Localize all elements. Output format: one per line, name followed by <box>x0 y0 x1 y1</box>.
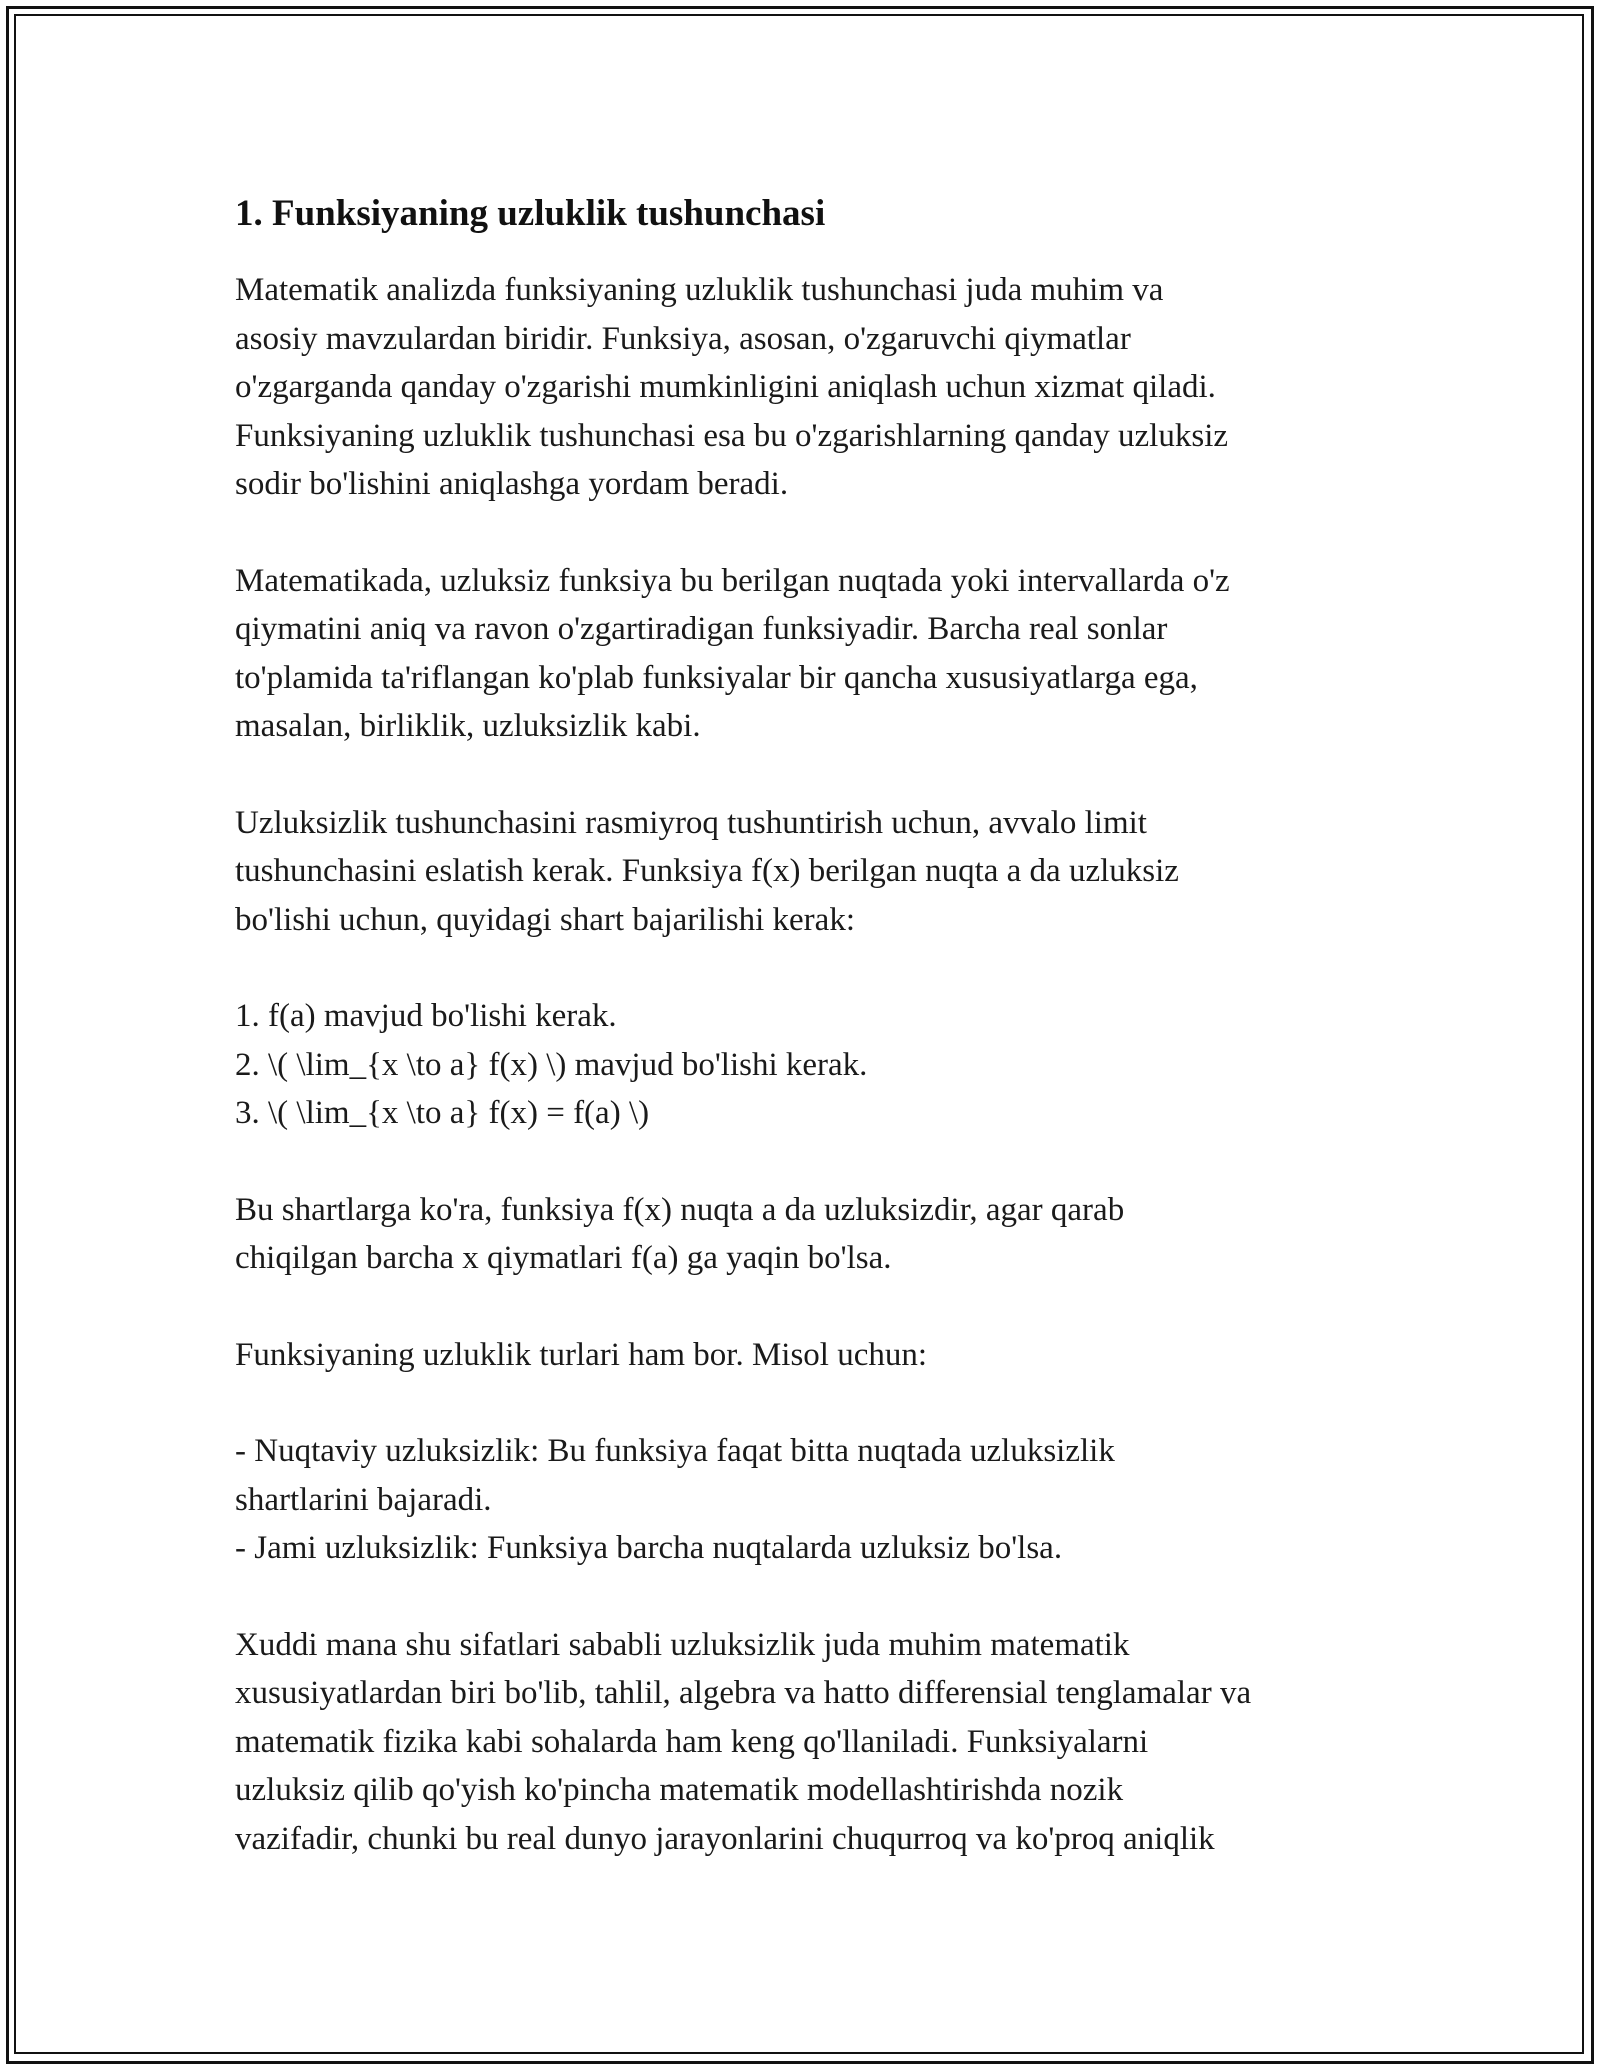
paragraph-importance: Xuddi mana shu sifatlari sababli uzluksizlik juda muhim matematik xususiyatlardan biri bo'lib, tahlil, algebra va hatto differensial tenglamalar va matematik fizika kabi sohalarda ham keng qo'llaniladi. Funksiyalarni uzluksiz qilib qo'yish ko'pincha matematik modellashtirishda nozik vazifadir, chunki bu real dunyo jarayonlarini chuqurroq va ko'proq aniqlik <box>235 1626 1252 1857</box>
paragraph-definition: Matematikada, uzluksiz funksiya bu berilgan nuqtada yoki intervallarda o'z qiymatini aniq va ravon o'zgartiradigan funksiyadir. Barcha real sonlar to'plamida ta'riflangan ko'plab funksiyalar bir qancha xususiyatlarga ega, masalan, birliklik, uzluksizlik kabi. <box>235 562 1230 744</box>
paragraph-types-intro: Funksiyaning uzluklik turlari ham bor. Misol uchun: <box>235 1336 928 1373</box>
conditions-list: 1. f(a) mavjud bo'lishi kerak. 2. \( \lim_{x \to a} f(x) \) mavjud bo'lishi kerak. 3. \( \lim_{x \to a} f(x) = f(a) \) <box>235 998 868 1131</box>
paragraph-limit: Uzluksizlik tushunchasini rasmiyroq tushuntirish uchun, avvalo limit tushunchasini eslatish kerak. Funksiya f(x) berilgan nuqta a da uzluksiz bo'lishi uchun, quyidagi shart bajarilishi kerak: <box>235 804 1179 938</box>
section-heading: 1. Funksiyaning uzluklik tushunchasi <box>235 193 826 234</box>
document-body <box>235 190 1385 1863</box>
paragraph-intro: Matematik analizda funksiyaning uzluklik tushunchasi juda muhim va asosiy mavzulardan biridir. Funksiya, asosan, o'zgaruvchi qiymatlar o'zgarganda qanday o'zgarishi mumkinligini aniqlash uchun xizmat qiladi. Funksiyaning uzluklik tushunchasi esa bu o'zgarishlarning qanday uzluksiz sodir bo'lishini aniqlashga yordam beradi. <box>235 272 1229 502</box>
paragraph-conclusion: Bu shartlarga ko'ra, funksiya f(x) nuqta a da uzluksizdir, agar qarab chiqilgan barcha x qiymatlari f(a) ga yaqin bo'lsa. <box>235 1191 1125 1276</box>
types-list: - Nuqtaviy uzluksizlik: Bu funksiya faqat bitta nuqtada uzluksizlik shartlarini bajaradi. - Jami uzluksizlik: Funksiya barcha nuqtalarda uzluksiz bo'lsa. <box>235 1433 1115 1566</box>
